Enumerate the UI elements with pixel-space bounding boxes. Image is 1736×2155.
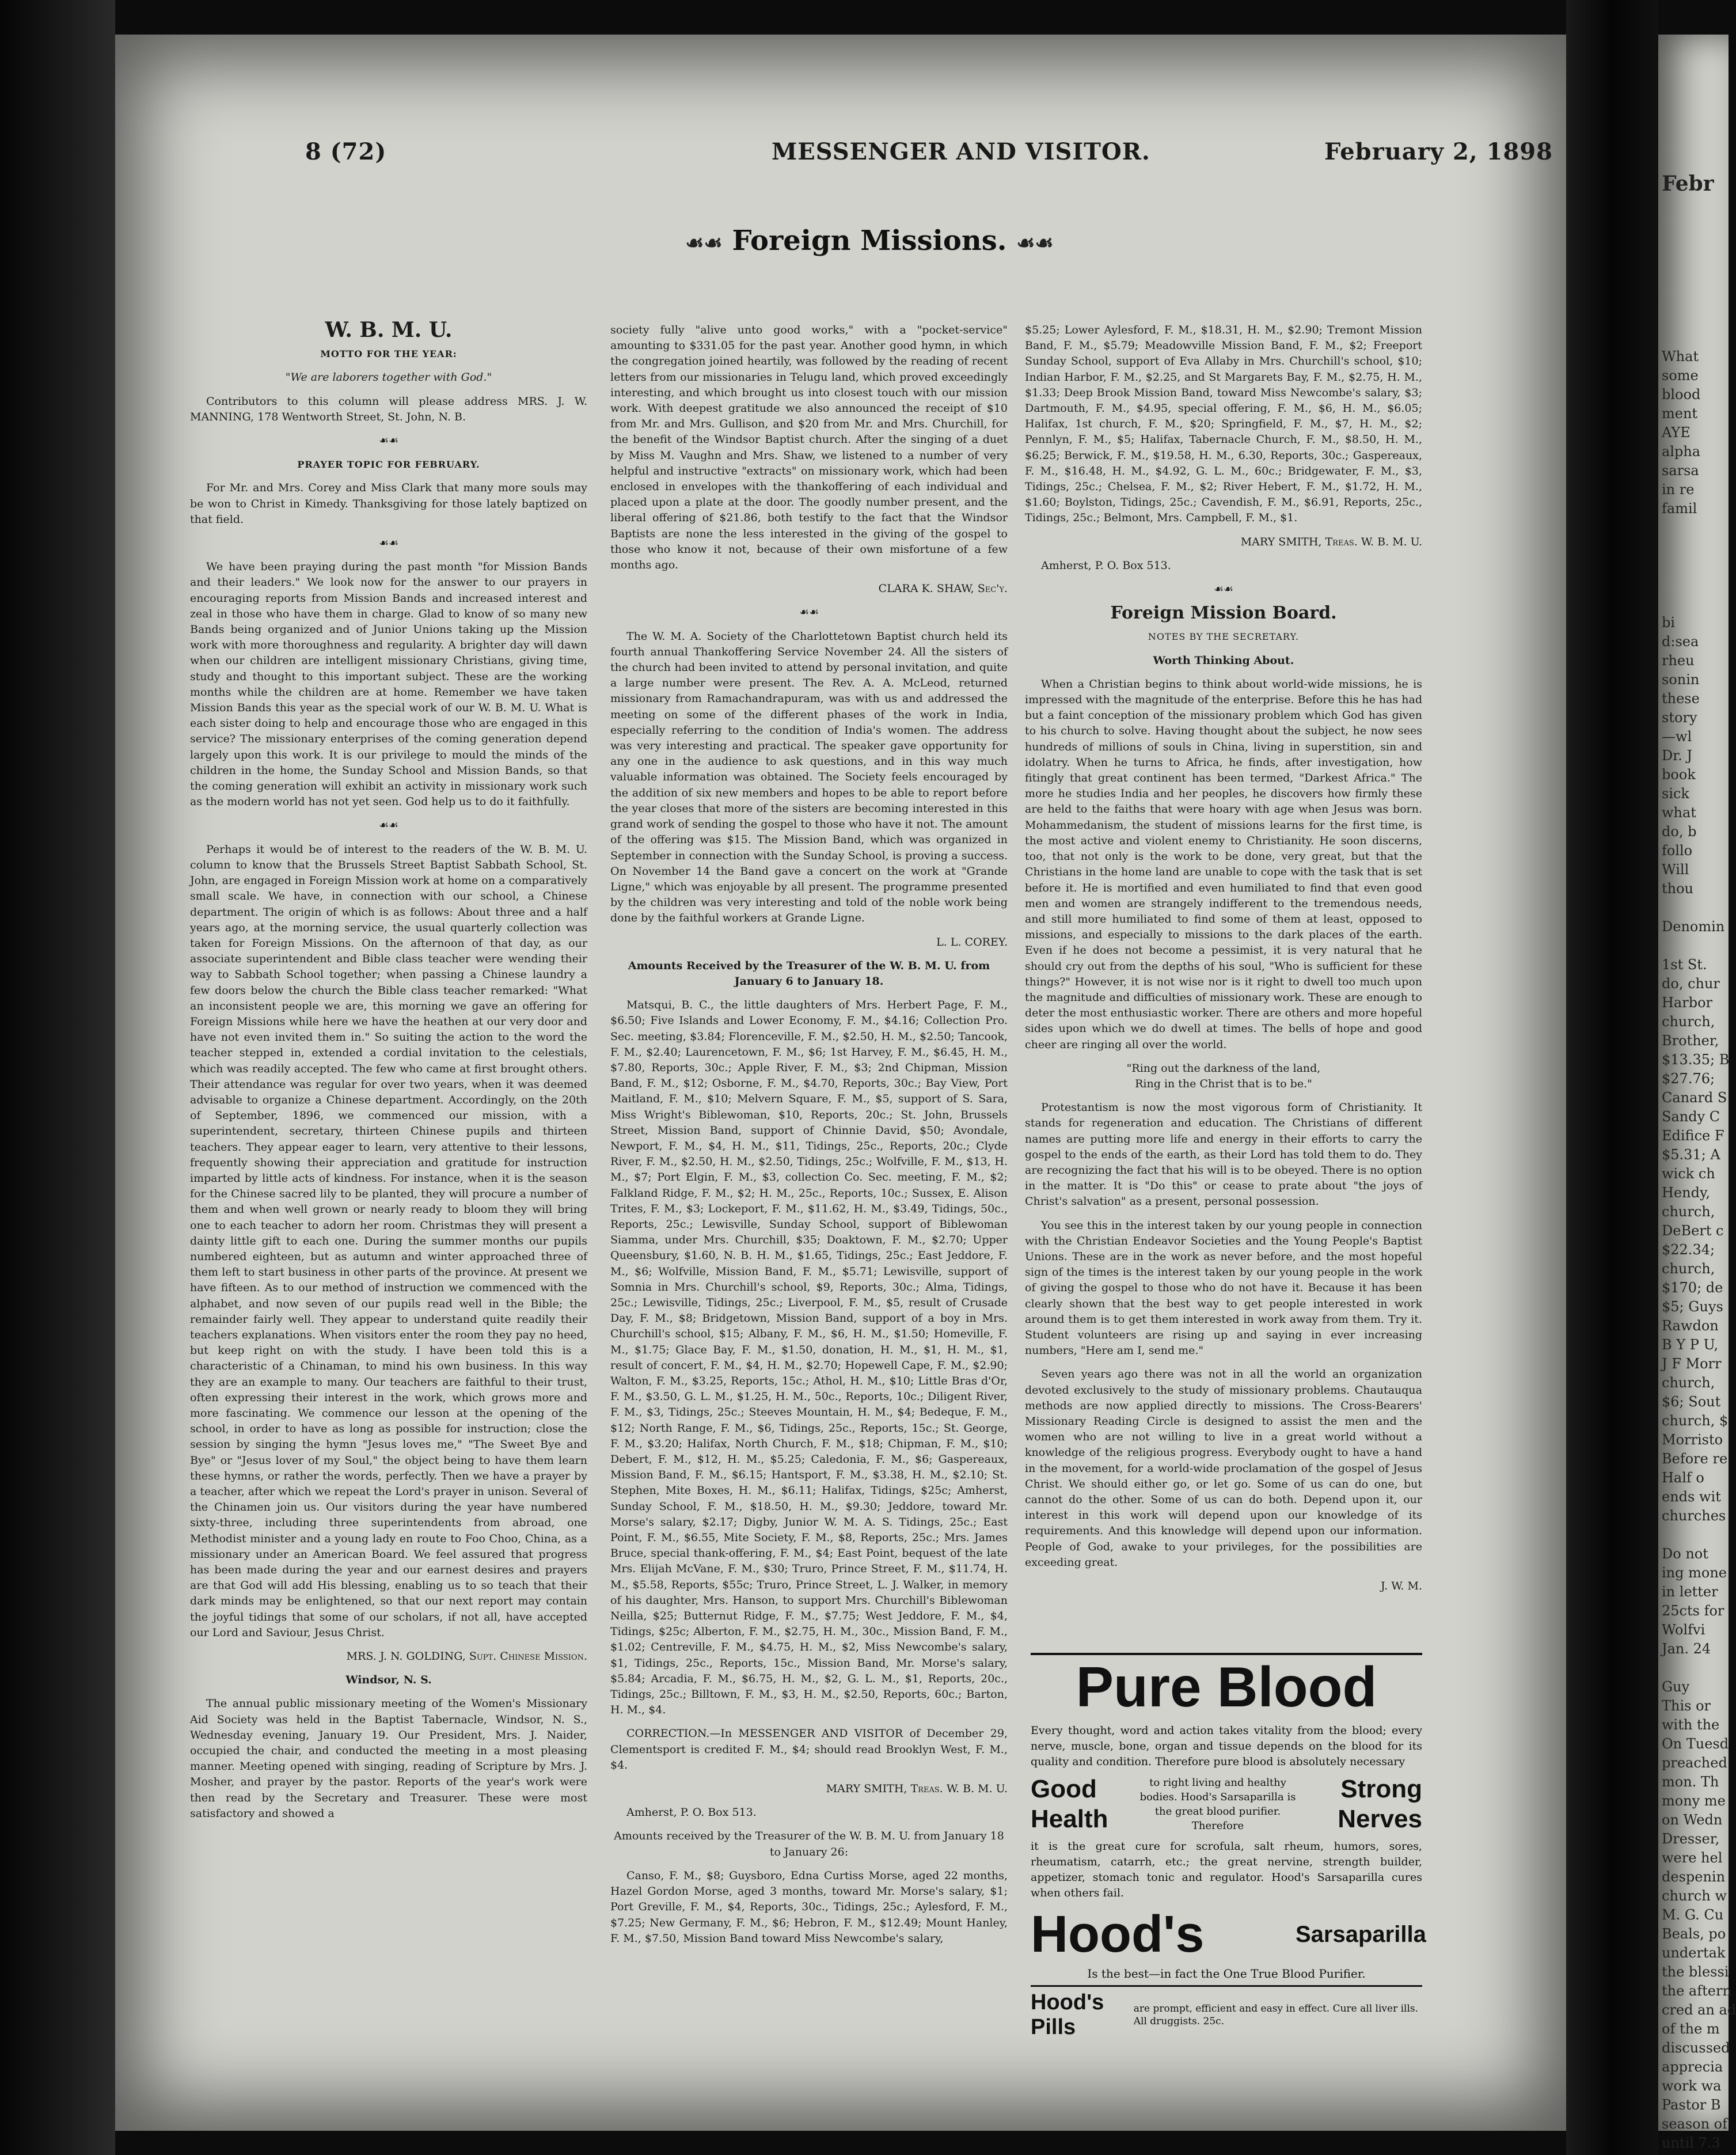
column-1 <box>190 318 587 2062</box>
adjacent-page-line: do, chur <box>1662 976 1720 992</box>
adjacent-page-line: the aftern <box>1662 1983 1731 1999</box>
ad-body: Every thought, word and action takes vitality from the blood; every nerve, muscle, bone, organ and tissue depends on the blood for its quality and condition. Therefore pure blood is absolutely necessary <box>1031 1724 1422 1768</box>
separator: ☙☙ <box>1213 583 1234 596</box>
adjacent-page-line: Sandy C <box>1662 1109 1720 1125</box>
adjacent-page-line: bi <box>1662 614 1676 631</box>
page-number: 8 (72) <box>305 138 387 165</box>
adjacent-page-line: What <box>1662 348 1699 365</box>
prayer-topic-label: PRAYER TOPIC FOR FEBRUARY. <box>297 459 480 471</box>
adjacent-page-line: season of <box>1662 2116 1728 2132</box>
signature-jwm: J. W. M. <box>1380 1580 1422 1593</box>
ornament-left: ☙☙ <box>685 231 723 255</box>
separator: ☙☙ <box>378 434 399 447</box>
worth-thinking-heading: Worth Thinking About. <box>1153 654 1294 667</box>
book-spine <box>1566 0 1658 2155</box>
amounts2-list: Canso, F. M., $8; Guysboro, Edna Curtiss Morse, aged 22 months, Hazel Gordon Morse, aged 3 months, toward Mr. Morse's salary, $1; Port Greville, F. M., $4, Reports, 30c., Tidings, 25c.; Aylesford, F. M., $7.25; New Germany, F. M., $6; Hebron, F. M., $12.49; Mount Hanley, F. M., $7.50, Mission Band toward Miss Newcombe's salary, <box>610 1869 1008 1945</box>
board-paragraph-3: You see this in the interest taken by our young people in connection with the Christian Endeavor Societies and the Young People's Baptist Unions. These are in the work as never before, and the most hopeful sign of the times is the interest taken by our young people in the work of giving the gospel to those who do not have it. Because it has been clearly shown that the best way to get people interested in work around them is to get them interested in work away from them. Try it. Student volunteers are rising up and saying in ever increasing numbers, "Here am I, send me." <box>1025 1219 1422 1357</box>
ad-good-health: Good Health <box>1031 1775 1108 1833</box>
ad-brand-row <box>1031 1906 1426 1963</box>
notes-by-secretary: NOTES BY THE SECRETARY. <box>1148 631 1300 643</box>
column-3 <box>1025 323 1422 1593</box>
chinese-department-article: Perhaps it would be of interest to the readers of the W. B. M. U. column to know that the Brussels Street Baptist Sabbath School, St. John, are engaged in Foreign Mission work at home on a comparatively small scale. We have, in connection with our school, a Chinese department. The origin of which is as follows: About three and a half years ago, at the morning service, the usual quarterly collection was taken for Foreign Missions. On the afternoon of that day, as our associate superintendent and Bible class teacher were wending their way to Sabbath School together; when passing a Chinese laundry a few doors below the church the Bible class teacher remarked: "What an inconsistent people we are, this morning we gave an offering for Foreign Missions while here we have the heathen at our very door and have not even invited them in." So suiting the action to the word the teacher stepped in, extended a cordial invitation to the celestials, which was readily accepted. The few who came at first brought others. Their attendance was regular for over two years, when it was deemed advisable to organize a Chinese department. Accordingly, on the 20th of September, 1896, we commenced our mission, with a superintendent, secretary, thirteen Chinese pupils and thirteen teachers. They appear eager to learn, very attentive to their lessons, frequently showing their appreciation and gratitude for instruction imparted by little acts of kindness. For instance, when it is the season for the Chinese sacred lily to be planted, they will procure a number of them and when well grown or nearly ready to bloom they will bring one to each teacher to adorn her room. Christmas they will present a dainty little gift to each one. During the summer months our pupils numbered eighteen, but as autumn and winter approached three of them left to start business in other parts of the province. At present we have fifteen. As to our method of instruction we commenced with the alphabet, and now seven of our pupils read well in the Bible; the remainder fairly well. They appear to understand quite readily their teachers explanations. When visitors enter the room they pay no heed, but keep right on with the study. I have been told this is a characteristic of a Chinaman, to mind his own business. In this way they are an example to many. Our teachers are faithful to their trust, often expressing their interest in the work, which grows more and more fascinating. We commence our lesson at the opening of the school, in order to have as long as possible for instruction; close the session by singing the hymn "Jesus loves me," "The Sweet Bye and Bye" or "Jesus lover of my Soul," the object being to have them learn these hymns, or rather the words, perfectly. Then we have a prayer by a teacher, after which we repeat the Lord's prayer in unison. Several of the Chinamen join us. Our visitors during the year have numbered sixty-three, including three superintendents from abroad, one Methodist minister and a young lady en route to Foo Choo, China, as a missionary under an American Board. We feel assured that progress has been made during the year and our earnest desires and prayers are that God will add His blessing, enabling us to so teach that their dark minds may be enlightened, so that our next report may contain the joyful tidings that some of our scholars, if not all, have accepted our Lord and Saviour, Jesus Christ. <box>190 843 587 1639</box>
adjacent-page-line: in letter <box>1662 1584 1718 1600</box>
ad-pills-text: are prompt, efficient and easy in effect. Cure all liver ills. All druggists. 25c. <box>1133 2003 1419 2027</box>
adjacent-page-line: Dr. J <box>1662 748 1692 764</box>
signature-smith: MARY SMITH, Treas. W. B. M. U. <box>1240 535 1422 548</box>
adjacent-page-fragment <box>1658 35 1736 2151</box>
adjacent-page-line: $5; Guys <box>1662 1299 1723 1315</box>
adjacent-page-line: AYE <box>1662 424 1691 441</box>
adjacent-page-line: church, <box>1662 1014 1715 1030</box>
adjacent-page-line: DeBert c <box>1662 1223 1724 1239</box>
amounts-list: Matsqui, B. C., the little daughters of Mrs. Herbert Page, F. M., $6.50; Five Islands and Lower Economy, F. M., $4.16; Collection Pro. Sec. meeting, $3.84; Florenceville, F. M., $2.50, H. M., $2.50; Tancook, F. M., $2.40; Laurencetown, F. M., $6; 1st Harvey, F. M., $6.45, H. M., $7.80, Reports, 30c.; Apple River, F. M., $3; 2nd Chipman, Mission Band, F. M., $12; Osborne, F. M., $4.70, Reports, 30c.; Bay View, Port Maitland, F. M., $10; Melvern Square, F. M., $5, support of S. Sara, Miss Wright's Biblewoman, $10, Reports, 20c.; St. John, Brussels Street, Mission Band, support of Chinnie David, $50; Avondale, Newport, F. M., $4, H. M., $11, Tidings, 25c., Reports, 20c.; Clyde River, F. M., $2.50, H. M., $2.50, Tidings, 25c.; Wolfville, F. M., $13, H. M., $7; Port Elgin, F. M., $3, collection Co. Sec. meeting, F. M., $2; Falkland Ridge, F. M., $2; H. M., 25c., Reports, 10c.; Sussex, E. Alison Trites, F. M., $3; Lockeport, F. M., $11.62, H. M., $3.49, Tidings, 50c., Reports, 25c.; Lewisville, Sunday School, support of Biblewoman Siamma, under Mrs. Churchill, $35; Doaktown, F. M., $2.70; Upper Queensbury, $1.60, N. B. H. M., $1.65, Tidings, 25c.; East Jeddore, F. M., $6; Wolfville, Mission Band, F. M., $5.71; Lewisville, support of Somnia in Mrs. Churchill's school, $9, Reports, 30c.; Alma, Tidings, 25c.; Lewisville, Tidings, 25c.; Liverpool, F. M., $5, result of Crusade Day, F. M., $8; Bridgetown, Mission Band, support of a boy in Mrs. Churchill's school, $15; Albany, F. M., $6, H. M., $1.50; Homeville, F. M., $1.75; Glace Bay, F. M., $1.50, donation, H. M., $1, H. M., $1, result of concert, F. M., $4, H. M., $2.70; Hopewell Cape, F. M., $2.90; Walton, F. M., $3.25, Reports, 15c.; Athol, H. M., $10; Little Bras d'Or, F. M., $3.50, G. L. M., $1.25, H. M., 50c., Reports, 10c.; Diligent River, F. M., $3, Tidings, 25c.; Steeves Mountain, H. M., $4; Bedeque, F. M., $12; North Range, F. M., $6, Tidings, 25c., Reports, 15c.; St. George, F. M., $3.20; Halifax, North Church, F. M., $18; Chipman, F. M., $10; Debert, F. M., $12, H. M., $5.25; Caledonia, F. M., $6; Gaspereaux, Mission Band, F. M., $6.15; Hantsport, F. M., $3.38, H. M., $2.10; St. Stephen, Mite Boxes, H. M., $6.11; Halifax, Tidings, $25c; Amherst, Sunday School, F. M., $18.50, H. M., $9.30; Jeddore, toward Mr. Morse's salary, $2.17; Digby, Junior W. M. A. S. Tidings, 25c.; East Point, F. M., $6.55, Mite Society, F. M., $8, Reports, 25c.; Mrs. James Bruce, special thank-offering, F. M., $4; East Point, bequest of the late Mrs. Elijah McVane, F. M., $30; Truro, Prince Street, F. M., $11.74, H. M., $5.58, Reports, $55c; Truro, Prince Street, L. J. Walker, in memory of his daughter, Mrs. Hanson, to support Mrs. Churchill's Biblewoman Neilla, $25; Butternut Ridge, F. M., $7.75; West Jeddore, F. M., $4, Tidings, $25c; Alberton, F. M., $2.75, H. M., 30c., Mission Band, F. M., $1.02; Centreville, F. M., $4.75, H. M., $2, Miss Newcombe's salary, $1, Tidings, 25c., Reports, 15c., Mission Band, Mr. Morse's salary, $5.84; Arcadia, F. M., $6.75, H. M., $2, G. L. M., $1, Reports, 20c., Tidings, 25c.; Billtown, F. M., $3, H. M., $2.50, Reports, 60c.; Barton, H. M., $4. <box>610 999 1008 1717</box>
adjacent-page-line: Jan. 24 <box>1662 1641 1711 1657</box>
adjacent-page-line: church w <box>1662 1888 1727 1904</box>
ad-strong-nerves: Strong Nerves <box>1338 1775 1422 1833</box>
adjacent-page-line: Canard S <box>1662 1090 1727 1106</box>
adjacent-page-line: sarsa <box>1662 462 1699 479</box>
adjacent-page-line: do, b <box>1662 824 1697 840</box>
adjacent-page-line: some <box>1662 367 1699 384</box>
adjacent-page-line: church, <box>1662 1375 1715 1391</box>
adjacent-page-line: were hel <box>1662 1850 1723 1866</box>
adjacent-page-line: discussed <box>1662 2040 1730 2056</box>
adjacent-page-line: work wa <box>1662 2078 1722 2094</box>
adjacent-page-line: of the m <box>1662 2021 1720 2037</box>
adjacent-page-line: follo <box>1662 843 1693 859</box>
adjacent-page-line: $27.76; <box>1662 1071 1715 1087</box>
windsor-heading: Windsor, N. S. <box>345 1674 432 1687</box>
adjacent-page-header: Febr <box>1662 172 1714 196</box>
ad-brand-sub: Sarsaparilla <box>1296 1922 1426 1947</box>
adjacent-page-line: Wolfvi <box>1662 1622 1705 1638</box>
ornament-right: ☙☙ <box>1016 231 1054 255</box>
board-paragraph-2: Protestantism is now the most vigorous form of Christianity. It stands for regeneration and education. The Christians of different names are putting more life and energy in their efforts to carry the gospel to the ends of the earth, as their Lord has told them to do. They are recognizing the fact that his will is to be obeyed. There is no option in the matter. It is "Do this" or cease to prate about "the joys of Christ's salvation" as a present, personal possession. <box>1025 1101 1422 1208</box>
signature-smith: MARY SMITH, Treas. W. B. M. U. <box>826 1782 1008 1796</box>
ad-body-2: it is the great cure for scrofula, salt rheum, humors, sores, rheumatism, catarrh, etc.; the great nervine, strength builder, appetizer, stomach tonic and regulator. Hood's Sarsaparilla cures when others fail. <box>1031 1840 1422 1899</box>
amounts2-list-continued: $5.25; Lower Aylesford, F. M., $18.31, H. M., $2.90; Tremont Mission Band, F. M., $5.79; Meadowville Mission Band, F. M., $2; Freeport Sunday School, support of Eva Allaby in Mrs. Churchill's school, $10; Indian Harbor, F. M., $2.25, and St Margarets Bay, F. M., $2.75, H. M., $1.33; Deep Brook Mission Band, toward Miss Newcombe's salary, $3; Dartmouth, F. M., $4.95, special offering, F. M., $6, H. M., $6.05; Halifax, 1st church, F. M., $20; Springfield, F. M., $7, H. M., $2; Pennlyn, F. M., $5; Halifax, Tabernacle Church, F. M., $8.50, H. M., $6.25; Berwick, F. M., $19.58, H. M., 6.30, Reports, 30c.; Gaspereaux, F. M., $16.48, H. M., $4.92, G. L. M., 60c.; Bridgewater, F. M., $3, Tidings, 25c.; Chelsea, F. M., $2; River Hebert, F. M., $1.72, H. M., $1.60; Boylston, Tidings, 25c.; Cavendish, F. M., $6.91, Reports, 25c., Tidings, 25c.; Belmont, Mrs. Campbell, F. M., $1. <box>1025 324 1422 525</box>
adjacent-page-line: J F Morr <box>1662 1356 1722 1372</box>
adjacent-page-line: despenin <box>1662 1869 1726 1885</box>
motto-label: MOTTO FOR THE YEAR: <box>320 348 457 360</box>
adjacent-page-line: the blessi <box>1662 1964 1729 1980</box>
adjacent-page-line: ment <box>1662 405 1698 422</box>
adjacent-page-line: alpha <box>1662 443 1701 460</box>
adjacent-page-line: $170; de <box>1662 1280 1723 1296</box>
ad-middle-text: to right living and healthy bodies. Hood's Sarsaparilla is the great blood purifier. Therefore <box>1139 1777 1296 1832</box>
amounts2-heading: Amounts received by the Treasurer of the W. B. M. U. from January 18 to January 26: <box>614 1830 1004 1858</box>
adjacent-page-line: $5.31; A <box>1662 1147 1720 1163</box>
verse-line-1: "Ring out the darkness of the land, <box>1126 1061 1321 1075</box>
adjacent-page-line: Guy <box>1662 1679 1690 1695</box>
adjacent-page-line: what <box>1662 805 1696 821</box>
adjacent-page-line: Hendy, <box>1662 1185 1710 1201</box>
adjacent-page-line: rheu <box>1662 652 1695 669</box>
ad-footline: Is the best—in fact the One True Blood Purifier. <box>1087 1967 1366 1981</box>
adjacent-page-line: This or <box>1662 1698 1711 1714</box>
separator: ☙☙ <box>378 819 399 832</box>
adjacent-page-line: sick <box>1662 786 1689 802</box>
foreign-mission-board-heading: Foreign Mission Board. <box>1110 603 1337 624</box>
amherst-address: Amherst, P. O. Box 513. <box>626 1806 757 1819</box>
wbmu-heading: W. B. M. U. <box>325 318 453 342</box>
adjacent-page-line: cred an ad <box>1662 2002 1736 2018</box>
adjacent-page-line: $22.34; <box>1662 1242 1715 1258</box>
left-margin-dark <box>0 0 115 2155</box>
adjacent-page-line: church, <box>1662 1261 1715 1277</box>
hoods-sarsaparilla-ad <box>1031 1653 1426 2102</box>
adjacent-page-line: book <box>1662 767 1696 783</box>
adjacent-page-line: $6; Sout <box>1662 1394 1721 1410</box>
adjacent-page-line: story <box>1662 710 1697 726</box>
adjacent-page-line: sonin <box>1662 671 1700 688</box>
adjacent-page-line: Pastor B <box>1662 2097 1721 2113</box>
ad-pills-name: Hood's Pills <box>1031 1990 1104 2039</box>
adjacent-page-line: churches <box>1662 1508 1726 1524</box>
signature-corey: L. L. COREY. <box>936 935 1008 948</box>
adjacent-page-line: on Wedn <box>1662 1812 1723 1828</box>
motto: "We are laborers together with God." <box>285 371 492 384</box>
section-title <box>610 225 1129 257</box>
adjacent-page-line: Before re <box>1662 1451 1728 1467</box>
adjacent-page-line: Beals, po <box>1662 1926 1726 1942</box>
amounts-heading: Amounts Received by the Treasurer of the W. B. M. U. from January 6 to January 18. <box>628 959 990 988</box>
adjacent-page-line: M. G. Cu <box>1662 1907 1724 1923</box>
windsor-article: The annual public missionary meeting of the Women's Missionary Aid Society was held in the Baptist Tabernacle, Windsor, N. S., Wednesday evening, January 19. Our President, Mrs. J. Naider, occupied the chair, and conducted the meeting in a most pleasing manner. Meeting opened with singing, reading of Scripture by Mrs. J. Mosher, and prayer by the pastor. Reports of the year's work were then read by the Secretary and Treasurer. These were most satisfactory and showed a <box>190 1697 587 1820</box>
adjacent-page-line: these <box>1662 690 1700 707</box>
adjacent-page-line: $13.35; B <box>1662 1052 1730 1068</box>
ad-brand: Hood's <box>1031 1906 1205 1963</box>
issue-date: February 2, 1898 <box>1324 138 1553 165</box>
board-paragraph-1: When a Christian begins to think about world-wide missions, he is impressed with the magnitude of the enterprise. Before this he has had but a faint conception of the missionary problem which God has given to his church to solve. Having thought about the subject, he now sees hundreds of millions of souls in China, living in superstition, sin and idolatry. When he turns to Africa, he finds, after investigation, how fitingly that great continent has been termed, "Darkest Africa." The more he studies India and her peoples, he discovers how firmly these are held to the faiths that were hoary with age when Jesus was born. Mohammedanism, the student of missions learns for the first time, is the most active and violent enemy to Christianity. He soon discerns, too, that not only is the work to be done, very great, but that the Christians in the home land are unable to cope with the task that is set before it. He is mortified and even humiliated to find that even good men and women are strangely indifferent to the tremendous needs, and still more humiliated to find some of them at least, opposed to missions, and especially to missions to the dark places of the earth. Even if he does not become a pessimist, it is very natural that he should cry out from the depths of his soul, "Who is sufficient for these things?" However, it is not wise nor is it right to dwell too much upon the magnitude and difficulties of missionary work. These are enough to deter the most enthusiastic worker. There are others and more hopeful sides upon which we do dwell at times. The bells of hope and good cheer are ringing all over the world. <box>1025 677 1422 1051</box>
prayer-topic: For Mr. and Mrs. Corey and Miss Clark that many more souls may be won to Christ in Kimedy. Thanksgiving for those lately baptized on that field. <box>190 481 587 526</box>
adjacent-page-line: Rawdon <box>1662 1318 1719 1334</box>
signature-golding: MRS. J. N. GOLDING, Supt. Chinese Mission. <box>346 1650 587 1663</box>
adjacent-page-line: thou <box>1662 881 1694 897</box>
adjacent-page-line: with the <box>1662 1717 1720 1733</box>
amherst-address: Amherst, P. O. Box 513. <box>1041 559 1171 572</box>
board-paragraph-4: Seven years ago there was not in all the world an organization devoted exclusively to the study of missionary problems. Chautauqua methods are now applied directly to missions. The Cross-Bearers' Missionary Reading Circle is designed to assist the men and the women who are not willing to live in a great world without a knowledge of the religious progress. Everybody ought to have a hand in the movement, for a world-wide proclamation of the gospel of Jesus Christ. We should either go, or let go. Some of us can do one, but cannot do the other. Some of us can do both. Depend upon it, our interest in this work will depend upon our knowledge of its requirements. And this knowledge will depend upon our information. People of God, awake to your privileges, for the possibilities are exceeding great. <box>1025 1368 1422 1569</box>
contributors-note: Contributors to this column will please address MRS. J. W. MANNING, 178 Wentworth Street, St. John, N. B. <box>190 394 587 423</box>
section-title-text: Foreign Missions. <box>732 225 1007 257</box>
adjacent-page-line: church, $ <box>1662 1413 1729 1429</box>
adjacent-page-line: blood <box>1662 386 1701 403</box>
adjacent-page-line: Brother, <box>1662 1033 1719 1049</box>
column-2 <box>610 323 1008 2062</box>
adjacent-page-line: d:sea <box>1662 633 1699 650</box>
adjacent-page-line: wick ch <box>1662 1166 1715 1182</box>
adjacent-page-line: preached <box>1662 1755 1727 1771</box>
adjacent-page-line: Dresser, <box>1662 1831 1720 1847</box>
adjacent-page-line: Harbor <box>1662 995 1712 1011</box>
adjacent-page-line: until 7.3 <box>1662 2135 1720 2151</box>
adjacent-page-line: ing mone <box>1662 1565 1727 1581</box>
adjacent-page-line: —wl <box>1662 729 1692 745</box>
adjacent-page-line: Edifice F <box>1662 1128 1724 1144</box>
separator: ☙☙ <box>378 537 399 550</box>
adjacent-page-line: On Tuesd <box>1662 1736 1729 1752</box>
ad-title: Pure Blood <box>1031 1653 1422 1718</box>
adjacent-page-line: Do not <box>1662 1546 1708 1562</box>
masthead: MESSENGER AND VISITOR. <box>772 138 1150 165</box>
charlottetown-article: The W. M. A. Society of the Charlottetown Baptist church held its fourth annual Thankoffering Service November 24. All the sisters of the church had been invited to attend by personal invitation, and quite a large number were present. The Rev. A. A. McLeod, returned missionary from Ramachandrapuram, was with us and addressed the meeting on some of the different phases of the work in India, especially referring to the condition of India's women. The address was very interesting and practical. The speaker gave opportunity for any one in the audience to ask questions, and in this way much valuable information was obtained. The Society feels encouraged by the addition of six new members and hopes to be able to report before the year closes that more of the sisters are becoming interested in this grand work of sending the gospel to those who have it not. The amount of the offering was $15. The Mission Band, which was organized in September in connection with the Sunday School, is proving a success. On November 14 the Band gave a concert on the work at "Grande Ligne," which was enjoyable by all present. The programme presented by the children was very interesting and told of the noble work being done by the faithful workers at Grande Ligne. <box>610 629 1008 925</box>
adjacent-page-line: ends wit <box>1662 1489 1721 1505</box>
adjacent-page-line: 1st St. <box>1662 957 1707 973</box>
adjacent-page-line: Denomin <box>1662 919 1725 935</box>
adjacent-page-line: church, <box>1662 1204 1715 1220</box>
correction-note: CORRECTION.—In MESSENGER AND VISITOR of December 29, Clementsport is credited F. M., $4; should read Brooklyn West, F. M., $4. <box>610 1727 1008 1771</box>
separator: ☙☙ <box>799 606 819 619</box>
adjacent-page-line: Half o <box>1662 1470 1704 1486</box>
mission-bands-article: We have been praying during the past month "for Mission Bands and their leaders." We look now for the answer to our prayers in encouraging reports from Mission Bands and increased interest and zeal in those who have them in charge. Glad to know of so many new Bands being organized and of Junior Unions taking up the Mission work with more thoroughness and regularity. A brighter day will dawn when our children are intelligent missionary Christians, giving time, study and thought to this important subject. These are the working months while the children are at home. Remember we have taken Mission Bands this year as the special work of our W. B. M. U. What is each sister doing to help and encourage those who are engaged in this service? The missionary enterprises of the coming generation depend largely upon this work. It is our privilege to mould the minds of the children in the home, the Sunday School and Mission Bands, so that the coming generation will exhibit an activity in missionary work such as the modern world has not yet seen. God help us to do it faithfully. <box>190 560 587 809</box>
verse-line-2: Ring in the Christ that is to be." <box>1135 1077 1312 1090</box>
adjacent-page-line: Will <box>1662 862 1689 878</box>
adjacent-page-line: B Y P U, <box>1662 1337 1719 1353</box>
adjacent-page-line: 25cts for <box>1662 1603 1724 1619</box>
adjacent-page-line: mony me <box>1662 1793 1726 1809</box>
adjacent-page-line: apprecia <box>1662 2059 1723 2075</box>
adjacent-page-line: Morristo <box>1662 1432 1723 1448</box>
adjacent-page-line: famil <box>1662 500 1697 517</box>
adjacent-page-line: in re <box>1662 481 1695 498</box>
adjacent-page-line: undertak <box>1662 1945 1726 1961</box>
windsor-article-continued: society fully "alive unto good works," with a "pocket-service" amounting to $331.05 for the past year. Another good hymn, in which the congregation joined heartily, was followed by the reading of recent letters from our missionaries in Telugu land, which proved exceedingly interesting, and which brought us into closest touch with our mission work. With deepest gratitude we also announced the receipt of $10 from Mr. and Mrs. Gullison, and $20 from Mr. and Mrs. Churchill, for the benefit of the Windsor Baptist church. After the singing of a duet by Miss M. Vaughn and Mrs. Shaw, we listened to a number of very helpful and instructive "extracts" on missionary work, which had been enclosed in envelopes with the thankoffering of each individual and placed upon a plate at the door. The goodly number present, and the liberal offering of $21.86, both testify to the fact that the Windsor Baptists are none the less interested in the giving of the gospel to those who know it not, because of their own misfortune of a few months ago. <box>610 324 1008 572</box>
ad-pills-row <box>1031 1985 1422 2040</box>
adjacent-page-line: mon. Th <box>1662 1774 1719 1790</box>
signature-shaw: CLARA K. SHAW, Sec'y. <box>878 582 1008 595</box>
ad-middle-row <box>1031 1774 1422 1834</box>
